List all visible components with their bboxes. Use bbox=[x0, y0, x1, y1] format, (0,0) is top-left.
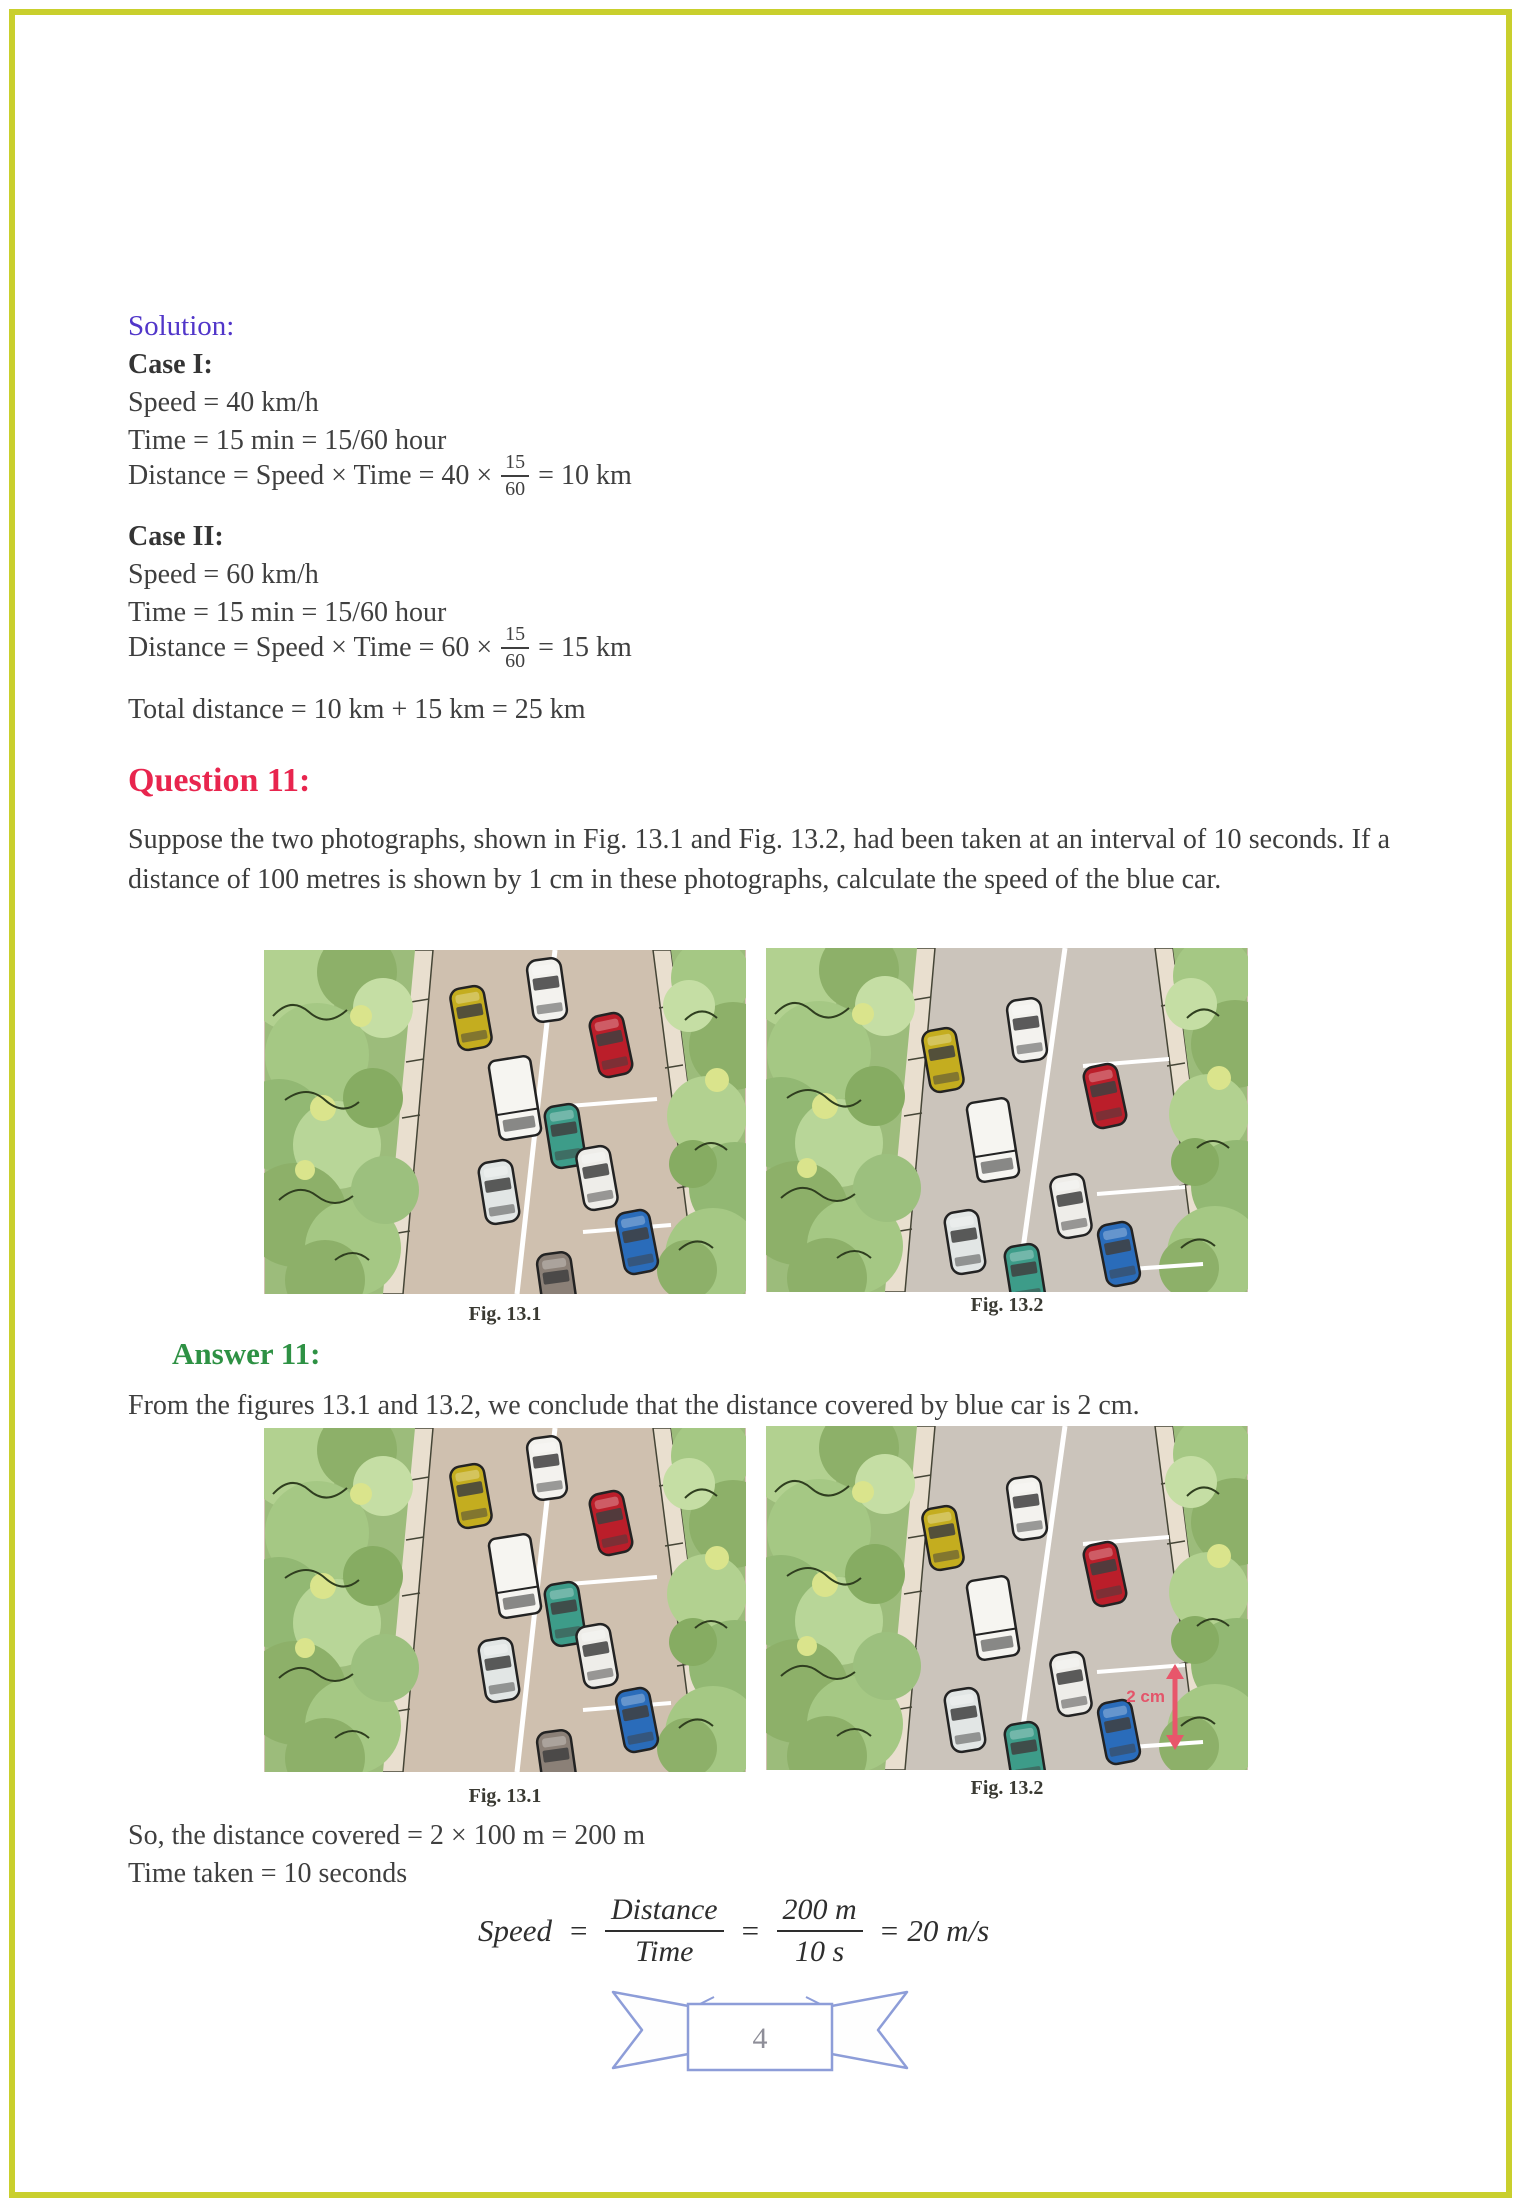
fraction-15-60 bbox=[501, 452, 529, 500]
page-number-ribbon bbox=[600, 1986, 920, 2076]
fraction-denominator: Time bbox=[635, 1934, 694, 1968]
case1-label: Case I: bbox=[128, 349, 213, 380]
road-scene-2-illustration bbox=[766, 948, 1248, 1292]
case2-speed: Speed = 60 km/h bbox=[128, 559, 319, 590]
road-scene-2-annotated-illustration bbox=[766, 1426, 1248, 1770]
formula-fraction-values bbox=[777, 1894, 863, 1967]
page-number: 4 bbox=[752, 2022, 768, 2055]
case1-distance-prefix: Distance = Speed × Time = 40 × bbox=[128, 460, 493, 491]
figure-caption: Fig. 13.1 bbox=[468, 1785, 542, 1807]
figure-caption: Fig. 13.1 bbox=[468, 1303, 542, 1325]
question-text: Suppose the two photographs, shown in Fig. 13.1 and Fig. 13.2, had been taken at an interval of 10 seconds. If a distance of 100 metres is shown by 1 cm in these photographs, calculate the speed of the blue car. bbox=[128, 824, 1390, 895]
answer-intro: From the figures 13.1 and 13.2, we conclude that the distance covered by blue car is 2 cm. bbox=[128, 1390, 1140, 1421]
case2-time: Time = 15 min = 15/60 hour bbox=[128, 597, 447, 628]
speed-formula bbox=[478, 1894, 989, 1967]
case1-distance-result: = 10 km bbox=[538, 460, 632, 491]
answer-time-line: Time taken = 10 seconds bbox=[128, 1858, 408, 1889]
figure-caption: Fig. 13.2 bbox=[970, 1777, 1044, 1799]
case1-speed: Speed = 40 km/h bbox=[128, 387, 319, 418]
total-distance-line: Total distance = 10 km + 15 km = 25 km bbox=[128, 694, 586, 725]
case2-label: Case II: bbox=[128, 521, 224, 552]
fraction-denominator: 10 s bbox=[795, 1934, 845, 1968]
road-scene-1-illustration bbox=[264, 1428, 746, 1772]
fraction-numerator: 15 bbox=[501, 452, 529, 477]
figure-13-2-question bbox=[766, 948, 1248, 1292]
figure-caption: Fig. 13.2 bbox=[970, 1294, 1044, 1316]
case1-distance-equation bbox=[128, 452, 632, 500]
case1-time: Time = 15 min = 15/60 hour bbox=[128, 425, 447, 456]
annotation-2cm-label: 2 cm bbox=[1126, 1687, 1165, 1706]
fraction-numerator: 200 m bbox=[777, 1894, 863, 1932]
road-scene-1-illustration bbox=[264, 950, 746, 1294]
fraction-numerator: 15 bbox=[501, 624, 529, 649]
question-heading: Question 11: bbox=[128, 762, 311, 799]
fraction-numerator: Distance bbox=[605, 1894, 724, 1932]
figure-13-1-answer bbox=[264, 1428, 746, 1772]
figure-13-1-question bbox=[264, 950, 746, 1294]
formula-fraction-distance-time bbox=[605, 1894, 724, 1967]
answer-heading: Answer 11: bbox=[172, 1336, 321, 1371]
formula-equals: = bbox=[739, 1912, 761, 1948]
formula-result: = 20 m/s bbox=[878, 1912, 990, 1948]
case2-distance-result: = 15 km bbox=[538, 632, 632, 663]
fraction-15-60 bbox=[501, 624, 529, 672]
figure-13-2-answer bbox=[766, 1426, 1248, 1770]
solution-heading: Solution: bbox=[128, 310, 235, 342]
fraction-denominator: 60 bbox=[505, 478, 526, 500]
case2-distance-prefix: Distance = Speed × Time = 60 × bbox=[128, 632, 493, 663]
answer-distance-line: So, the distance covered = 2 × 100 m = 200 m bbox=[128, 1820, 646, 1851]
formula-lhs: Speed bbox=[478, 1912, 553, 1948]
case2-distance-equation bbox=[128, 624, 632, 672]
fraction-denominator: 60 bbox=[505, 650, 526, 672]
formula-equals: = bbox=[568, 1912, 589, 1948]
